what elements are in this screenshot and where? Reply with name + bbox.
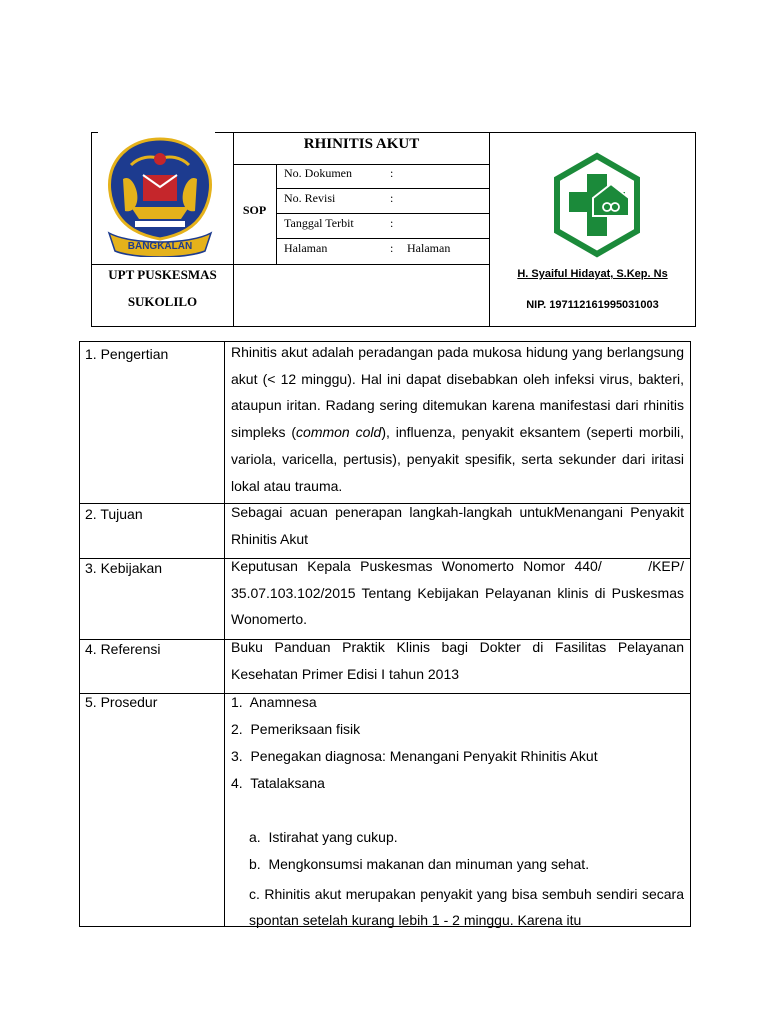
header-border-bottom [91, 326, 696, 327]
prosedur-substep-c: c. Rhinitis akut merupakan penyakit yang bisa sembuh sendiri secara spontan setelah kurang lebih 1 - 2 minggu. Karena itu [249, 886, 684, 928]
section-label-pengertian: 1. Pengertian [85, 346, 169, 362]
field-colon-halaman: : [390, 241, 394, 255]
emblem-label: BANGKALAN [127, 241, 193, 252]
field-colon-no-revisi: : [390, 191, 394, 205]
field-value-halaman: Halaman [407, 241, 451, 255]
table-column-divider [224, 341, 225, 927]
bangkalan-emblem-icon [101, 135, 219, 257]
section-text-pengertian [231, 339, 684, 499]
sop-content-table [79, 341, 691, 927]
field-line-1 [276, 188, 490, 189]
field-line-3 [276, 238, 490, 239]
pengertian-text-part2: ), influenza, penyakit eksantem (seperti morbili, variola, varicella, pertusis), penyakit spesifik, serta sekunder dari iritasi lokal atau trauma. [231, 424, 684, 494]
prosedur-step-3: 3. Penegakan diagnosa: Menangani Penyakit Rhinitis Akut [231, 748, 598, 764]
signer-nip: NIP. 197112161995031003 [526, 299, 659, 311]
header-border-top [215, 132, 696, 133]
puskesmas-logo-icon [549, 152, 645, 258]
signer-name: H. Syaiful Hidayat, S.Kep. Ns [517, 268, 668, 280]
section-label-kebijakan: 3. Kebijakan [85, 560, 163, 576]
pengertian-italic-term: common cold [296, 424, 382, 441]
title-underline [233, 164, 490, 165]
prosedur-step-2: 2. Pemeriksaan fisik [231, 721, 361, 737]
table-border-left [79, 341, 80, 927]
section-label-prosedur: 5. Prosedur [85, 694, 158, 710]
field-label-no-dokumen: No. Dokumen [284, 166, 352, 180]
row-divider-4 [79, 693, 691, 694]
section-label-referensi: 4. Referensi [85, 641, 161, 657]
sop-divider [276, 164, 277, 265]
section-label-tujuan: 2. Tujuan [85, 506, 143, 522]
field-label-tanggal-terbit: Tanggal Terbit [284, 216, 354, 230]
table-border-right [690, 341, 691, 927]
section-text-tujuan: Sebagai acuan penerapan langkah-langkah untukMenangani Penyakit Rhinitis Akut [231, 504, 684, 547]
field-line-2 [276, 213, 490, 214]
header-mid-hline [233, 264, 490, 265]
sop-label: SOP [242, 203, 267, 217]
field-colon-no-dokumen: : [390, 166, 394, 180]
prosedur-substep-b: b. Mengkonsumsi makanan dan minuman yang sehat. [249, 856, 590, 872]
institution-name-line1: UPT PUSKESMAS [108, 267, 217, 282]
prosedur-step-1: 1. Anamnesa [231, 694, 317, 710]
pengertian-text-part1: Rhinitis akut adalah peradangan pada mukosa hidung yang berlangsung akut (< 12 minggu). Hal ini dapat disebabkan oleh infeksi virus, bakteri, ataupun iritan. Radang sering ditemukan karena manifestasi dari rhinitis simpleks ( [231, 344, 684, 441]
institution-name-line2: SUKOLILO [127, 294, 198, 309]
field-colon-tanggal-terbit: : [390, 216, 394, 230]
section-text-referensi: Buku Panduan Praktik Klinis bagi Dokter di Fasilitas Pelayanan Kesehatan Primer Edisi I tahun 2013 [231, 639, 684, 682]
section-text-kebijakan: Keputusan Kepala Puskesmas Wonomerto Nomor 440/ /KEP/ 35.07.103.102/2015 Tentang Kebijakan Pelayanan klinis di Puskesmas Wonomerto. [231, 558, 688, 628]
header-border-top-stub [91, 132, 98, 133]
prosedur-substep-a: a. Istirahat yang cukup. [249, 829, 398, 845]
field-label-halaman: Halaman [284, 241, 328, 255]
header-left-hline [91, 264, 234, 265]
document-header [91, 132, 696, 327]
field-label-no-revisi: No. Revisi [284, 191, 336, 205]
prosedur-step-4: 4. Tatalaksana [231, 775, 325, 791]
document-title: RHINITIS AKUT [303, 136, 420, 152]
